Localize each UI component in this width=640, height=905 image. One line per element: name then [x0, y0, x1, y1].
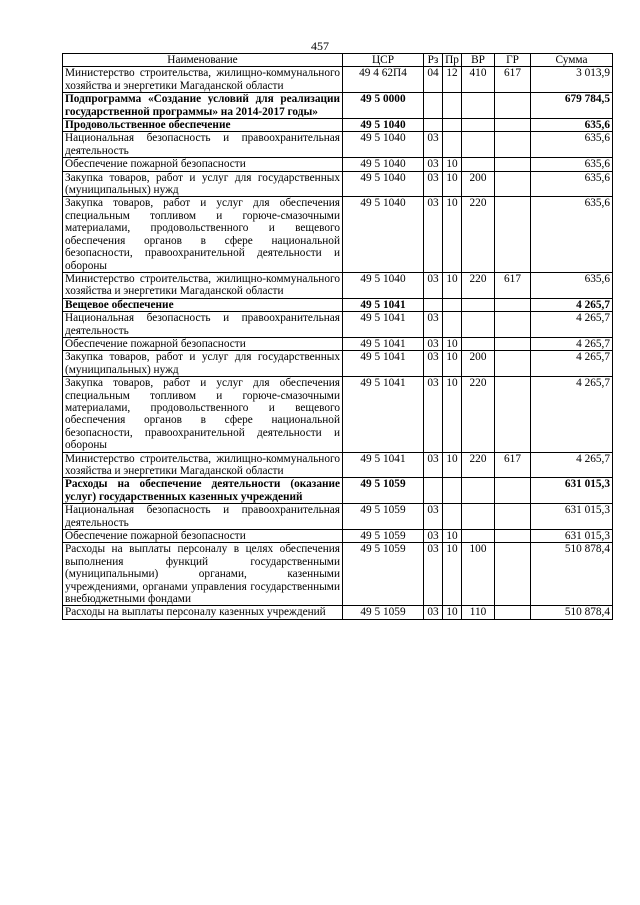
sum-cell: 4 265,7	[531, 452, 613, 478]
csr-cell: 49 5 0000	[343, 93, 424, 119]
gr-cell	[495, 351, 531, 377]
name-cell: Закупка товаров, работ и услуг для обеспечения специальным топливом и горюче-смазочными материалами, продовольственного и вещевого обеспечения органов в сфере национальной безопасности, правоохранительной деятельности и обороны	[63, 197, 343, 272]
gr-cell	[495, 377, 531, 452]
pr-cell: 10	[443, 606, 462, 619]
vr-cell: 220	[462, 377, 495, 452]
pr-cell: 10	[443, 543, 462, 606]
vr-cell	[462, 119, 495, 132]
pr-cell: 10	[443, 377, 462, 452]
header-gr: ГР	[495, 54, 531, 67]
budget-table	[62, 53, 613, 620]
name-cell: Министерство строительства, жилищно-коммунального хозяйства и энергетики Магаданской области	[63, 272, 343, 298]
name-cell: Продовольственное обеспечение	[63, 119, 343, 132]
csr-cell: 49 5 1059	[343, 478, 424, 504]
table-row	[63, 530, 613, 543]
pr-cell: 12	[443, 67, 462, 93]
sum-cell: 635,6	[531, 272, 613, 298]
rz-cell: 03	[424, 158, 443, 171]
sum-cell: 635,6	[531, 197, 613, 272]
gr-cell	[495, 478, 531, 504]
sum-cell: 631 015,3	[531, 530, 613, 543]
csr-cell: 49 4 62П4	[343, 67, 424, 93]
sum-cell: 635,6	[531, 171, 613, 197]
table-row	[63, 67, 613, 93]
header-name: Наименование	[63, 54, 343, 67]
vr-cell: 200	[462, 351, 495, 377]
table-row	[63, 132, 613, 158]
pr-cell	[443, 478, 462, 504]
table-row	[63, 452, 613, 478]
vr-cell: 220	[462, 197, 495, 272]
table-row	[63, 377, 613, 452]
rz-cell	[424, 93, 443, 119]
pr-cell	[443, 504, 462, 530]
vr-cell: 220	[462, 272, 495, 298]
rz-cell	[424, 119, 443, 132]
table-row	[63, 504, 613, 530]
name-cell: Расходы на обеспечение деятельности (оказание услуг) государственных казенных учреждений	[63, 478, 343, 504]
pr-cell: 10	[443, 197, 462, 272]
rz-cell: 03	[424, 351, 443, 377]
table-row	[63, 478, 613, 504]
pr-cell: 10	[443, 337, 462, 350]
vr-cell	[462, 298, 495, 311]
rz-cell: 03	[424, 530, 443, 543]
table-row	[63, 312, 613, 338]
gr-cell: 617	[495, 272, 531, 298]
name-cell: Закупка товаров, работ и услуг для государственных (муниципальных) нужд	[63, 351, 343, 377]
vr-cell	[462, 132, 495, 158]
csr-cell: 49 5 1059	[343, 530, 424, 543]
csr-cell: 49 5 1041	[343, 337, 424, 350]
table-row	[63, 272, 613, 298]
rz-cell: 03	[424, 606, 443, 619]
name-cell: Подпрограмма «Создание условий для реализации государственной программы» на 2014-2017 годы»	[63, 93, 343, 119]
csr-cell: 49 5 1040	[343, 132, 424, 158]
rz-cell: 03	[424, 377, 443, 452]
csr-cell: 49 5 1040	[343, 171, 424, 197]
vr-cell	[462, 312, 495, 338]
rz-cell: 03	[424, 504, 443, 530]
vr-cell: 200	[462, 171, 495, 197]
table-row	[63, 298, 613, 311]
gr-cell	[495, 132, 531, 158]
csr-cell: 49 5 1041	[343, 312, 424, 338]
table-row	[63, 197, 613, 272]
vr-cell	[462, 504, 495, 530]
gr-cell	[495, 119, 531, 132]
table-header-row	[63, 54, 613, 67]
sum-cell: 4 265,7	[531, 298, 613, 311]
vr-cell	[462, 530, 495, 543]
table-row	[63, 171, 613, 197]
gr-cell	[495, 298, 531, 311]
table-row	[63, 337, 613, 350]
csr-cell: 49 5 1041	[343, 452, 424, 478]
rz-cell: 03	[424, 337, 443, 350]
name-cell: Расходы на выплаты персоналу казенных учреждений	[63, 606, 343, 619]
name-cell: Министерство строительства, жилищно-коммунального хозяйства и энергетики Магаданской области	[63, 67, 343, 93]
name-cell: Закупка товаров, работ и услуг для обеспечения специальным топливом и горюче-смазочными материалами, продовольственного и вещевого обеспечения органов в сфере национальной безопасности, правоохранительной деятельности и обороны	[63, 377, 343, 452]
vr-cell: 100	[462, 543, 495, 606]
pr-cell: 10	[443, 530, 462, 543]
vr-cell: 110	[462, 606, 495, 619]
vr-cell	[462, 337, 495, 350]
pr-cell: 10	[443, 272, 462, 298]
csr-cell: 49 5 1041	[343, 351, 424, 377]
csr-cell: 49 5 1040	[343, 272, 424, 298]
rz-cell: 03	[424, 197, 443, 272]
table-row	[63, 351, 613, 377]
pr-cell	[443, 93, 462, 119]
gr-cell	[495, 171, 531, 197]
name-cell: Национальная безопасность и правоохранительная деятельность	[63, 312, 343, 338]
csr-cell: 49 5 1041	[343, 377, 424, 452]
sum-cell: 510 878,4	[531, 543, 613, 606]
name-cell: Национальная безопасность и правоохранительная деятельность	[63, 132, 343, 158]
pr-cell: 10	[443, 452, 462, 478]
table-row	[63, 543, 613, 606]
gr-cell	[495, 158, 531, 171]
sum-cell: 4 265,7	[531, 312, 613, 338]
csr-cell: 49 5 1041	[343, 298, 424, 311]
name-cell: Министерство строительства, жилищно-коммунального хозяйства и энергетики Магаданской области	[63, 452, 343, 478]
gr-cell	[495, 530, 531, 543]
header-pr: Пр	[443, 54, 462, 67]
gr-cell	[495, 197, 531, 272]
rz-cell: 03	[424, 543, 443, 606]
pr-cell	[443, 132, 462, 158]
sum-cell: 631 015,3	[531, 504, 613, 530]
sum-cell: 4 265,7	[531, 337, 613, 350]
gr-cell	[495, 504, 531, 530]
gr-cell	[495, 93, 531, 119]
header-rz: Рз	[424, 54, 443, 67]
pr-cell: 10	[443, 351, 462, 377]
vr-cell	[462, 158, 495, 171]
rz-cell	[424, 478, 443, 504]
pr-cell	[443, 119, 462, 132]
rz-cell: 03	[424, 452, 443, 478]
sum-cell: 4 265,7	[531, 351, 613, 377]
name-cell: Вещевое обеспечение	[63, 298, 343, 311]
table-row	[63, 158, 613, 171]
pr-cell: 10	[443, 171, 462, 197]
csr-cell: 49 5 1059	[343, 606, 424, 619]
vr-cell	[462, 478, 495, 504]
page-number: 457	[311, 39, 329, 53]
csr-cell: 49 5 1040	[343, 158, 424, 171]
rz-cell: 03	[424, 171, 443, 197]
rz-cell: 03	[424, 312, 443, 338]
gr-cell	[495, 543, 531, 606]
rz-cell: 03	[424, 272, 443, 298]
gr-cell	[495, 337, 531, 350]
header-sum: Сумма	[531, 54, 613, 67]
sum-cell: 635,6	[531, 158, 613, 171]
sum-cell: 631 015,3	[531, 478, 613, 504]
pr-cell: 10	[443, 158, 462, 171]
name-cell: Обеспечение пожарной безопасности	[63, 158, 343, 171]
csr-cell: 49 5 1040	[343, 119, 424, 132]
table-row	[63, 93, 613, 119]
header-csr: ЦСР	[343, 54, 424, 67]
name-cell: Обеспечение пожарной безопасности	[63, 337, 343, 350]
vr-cell: 220	[462, 452, 495, 478]
sum-cell: 3 013,9	[531, 67, 613, 93]
vr-cell	[462, 93, 495, 119]
pr-cell	[443, 312, 462, 338]
table-row	[63, 119, 613, 132]
gr-cell	[495, 606, 531, 619]
sum-cell: 679 784,5	[531, 93, 613, 119]
name-cell: Закупка товаров, работ и услуг для государственных (муниципальных) нужд	[63, 171, 343, 197]
gr-cell: 617	[495, 452, 531, 478]
csr-cell: 49 5 1059	[343, 504, 424, 530]
sum-cell: 4 265,7	[531, 377, 613, 452]
vr-cell: 410	[462, 67, 495, 93]
gr-cell: 617	[495, 67, 531, 93]
sum-cell: 510 878,4	[531, 606, 613, 619]
gr-cell	[495, 312, 531, 338]
pr-cell	[443, 298, 462, 311]
rz-cell: 03	[424, 132, 443, 158]
rz-cell	[424, 298, 443, 311]
rz-cell: 04	[424, 67, 443, 93]
csr-cell: 49 5 1059	[343, 543, 424, 606]
table-row	[63, 606, 613, 619]
name-cell: Национальная безопасность и правоохранительная деятельность	[63, 504, 343, 530]
header-vr: ВР	[462, 54, 495, 67]
sum-cell: 635,6	[531, 119, 613, 132]
name-cell: Расходы на выплаты персоналу в целях обеспечения выполнения функций государственными (муниципальными) органами, казенными учреждениями, органами управления государственными внебюджетными фондами	[63, 543, 343, 606]
sum-cell: 635,6	[531, 132, 613, 158]
name-cell: Обеспечение пожарной безопасности	[63, 530, 343, 543]
csr-cell: 49 5 1040	[343, 197, 424, 272]
